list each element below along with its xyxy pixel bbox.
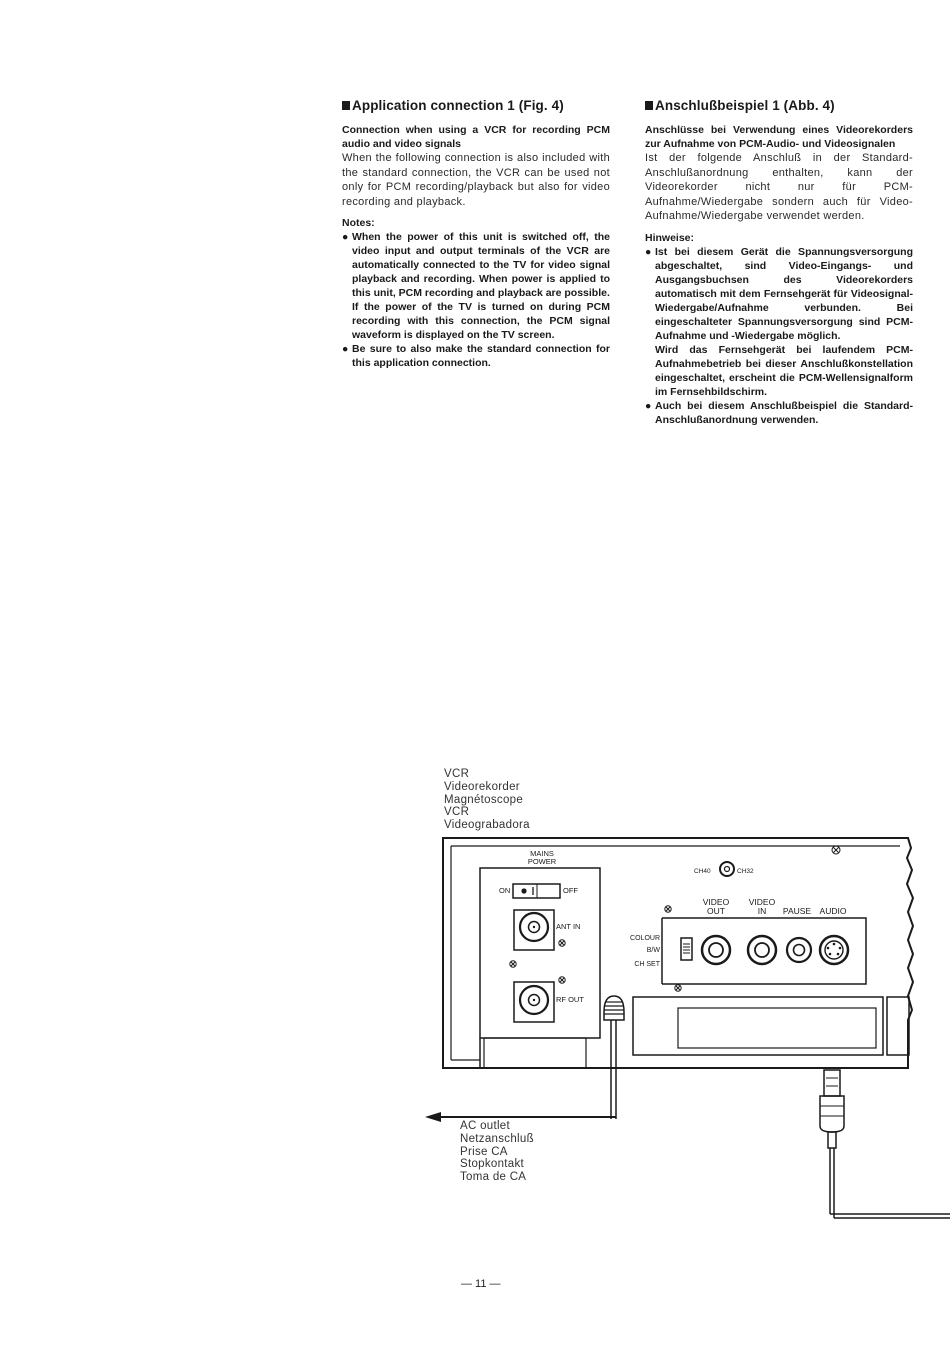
video-out-label: VIDEO [702,897,730,907]
mains-power-label-2: POWER [527,857,557,866]
video-in-label: VIDEO [748,897,776,907]
colour-label: COLOUR [630,935,660,942]
rf-out-label: RF OUT [556,995,584,1004]
german-subheading: Anschlüsse bei Verwendung eines Videorekorders zur Aufnahme von PCM-Audio- und Videosignalen [645,124,913,150]
english-heading: Application connection 1 (Fig. 4) [342,98,610,113]
note-item: ● Be sure to also make the standard connection for this application connection. [342,343,610,369]
english-notes-title: Notes: [342,217,375,229]
note-item: ● When the power of this unit is switched off, the video input and output terminals of the VCR are automatically connected to the TV for video signal playback and recording. When power is applied to this unit, PCM recording and playback are possible. If the power of the TV is turned on during PCM recording with this connection, the PCM signal waveform is displayed on the TV screen. [342,231,610,341]
bullet-icon: ● [342,231,349,243]
english-body: When the following connection is also included with the standard connection, the VCR can be used not only for PCM recording/playback but also for video recording and playback. [342,152,610,208]
mains-power-label: MAINS [530,849,554,858]
german-body: Ist der folgende Anschluß in der Standard-Anschlußanordnung enthalten, kann der Videorekorder nicht nur für PCM-Aufnahme/Wiedergabe sondern auch für Video-Aufnahme/Wiedergabe verwendet werden. [645,152,913,222]
pause-label: PAUSE [782,906,812,916]
note-item: ● Ist bei diesem Gerät die Spannungsversorgung abgeschaltet, sind Video-Eingangs- und Ausgangsbuchsen des Videorekorders automatisch mit dem Fernsehgerät für Videosignal-Wiedergabe/Aufnahme verbunden. Bei eingeschalteter Spannungsversorgung sind PCM-Aufnahme und -Wiedergabe möglich. Wird das Fernsehgerät bei laufendem PCM-Aufnahmebetrieb bei dieser Anschlußkonstellation eingeschaltet, erscheint die PCM-Wellensignalform im Fernsehbildschirm. [645,245,913,398]
ch40-label: CH40 [694,868,711,875]
german-heading: Anschlußbeispiel 1 (Abb. 4) [645,98,913,113]
note-item: ● Auch bei diesem Anschlußbeispiel die Standard-Anschlußanordnung verwenden. [645,399,913,426]
off-label: OFF [563,886,578,895]
ac-outlet-caption: AC outlet Netzanschluß Prise CA Stopkontakt Toma de CA [460,1120,534,1184]
bullet-icon: ● [645,399,652,412]
german-notes-title: Hinweise: [645,231,695,244]
ch-set-label: CH SET [634,961,660,968]
vcr-caption: VCR Videorekorder Magnétoscope VCR Videograbadora [444,768,530,832]
bullet-icon: ● [645,245,652,258]
bullet-icon: ● [342,343,349,355]
video-in-label-2: IN [757,906,767,916]
ant-in-label: ANT IN [556,922,581,931]
on-label: ON [499,886,511,895]
ch32-label: CH32 [737,868,754,875]
video-out-label-2: OUT [707,906,725,916]
page-number: — 11 — [461,1278,501,1290]
english-subheading: Connection when using a VCR for recording PCM audio and video signals [342,124,610,150]
bw-label: B/W [646,947,660,954]
audio-label: AUDIO [819,906,847,916]
